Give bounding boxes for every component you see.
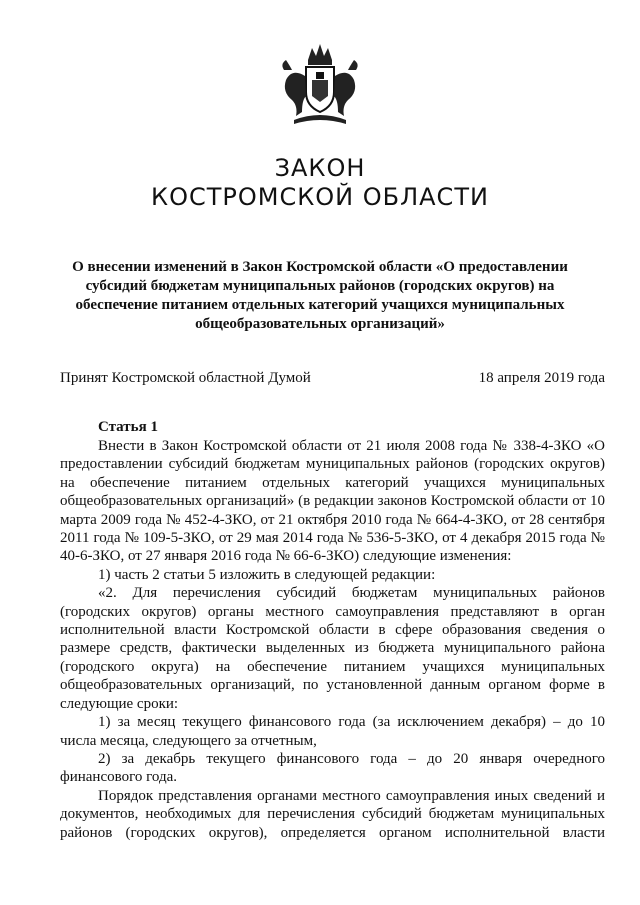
paragraph: 1) часть 2 статьи 5 изложить в следующей редакции: (98, 566, 436, 583)
law-heading: О внесении изменений в Закон Костромской области «О предоставлении субсидий бюджетам муниципальных районов (городских округов) на обеспечение питанием отдельных категорий учащихся муниципальных общеобразовательных организаций» (72, 259, 568, 332)
coat-of-arms-emblem (272, 40, 368, 136)
adopted-by: Принят Костромской областной Думой (60, 370, 311, 386)
article-body (60, 437, 605, 842)
paragraph: «2. Для перечисления субсидий бюджетам муниципальных районов (городских округов) органы местного самоуправления представляют в орган исполнительной власти Костромской области в сфере образования сведения о размере средств, фактически выделенных из бюджета муниципального района (городского округа) на обеспечение питанием учащихся муниципальных общеобразовательных организаций, по установленной данным органом форме в следующие сроки: (60, 585, 605, 712)
adopted-date: 18 апреля 2019 года (478, 370, 605, 386)
paragraph: Внести в Закон Костромской области от 21 июля 2008 года № 338-4-ЗКО «О предоставлении субсидий бюджетам муниципальных районов (городских округов) на обеспечение питанием отдельных категорий учащихся муниципальных общеобразовательных организаций» (в редакции законов Костромской области от 10 марта 2009 года № 452-4-ЗКО, от 21 октября 2010 года № 664-4-ЗКО, от 28 сентября 2011 года № 109-5-ЗКО, от 29 мая 2014 года № 536-5-ЗКО, от 4 декабря 2015 года № 40-6-ЗКО, от 27 января 2016 года № 66-6-ЗКО) следующие изменения: (60, 438, 605, 565)
adoption-line (60, 370, 605, 387)
paragraph: 2) за декабрь текущего финансового года – до 20 января очередного финансового года. (60, 750, 605, 786)
law-region-title: КОСТРОМСКОЙ ОБЛАСТИ (151, 183, 489, 211)
law-title: ЗАКОН (274, 154, 366, 182)
paragraph: 1) за месяц текущего финансового года (за исключением декабря) – до 10 числа месяца, следующего за отчетным, (60, 714, 605, 749)
article-title: Статья 1 (98, 419, 158, 435)
paragraph: Порядок представления органами местного самоуправления иных сведений и документов, необходимых для перечисления субсидий бюджетам муниципальных районов (городских округов), определяется органом исполнительной власти (60, 787, 605, 841)
